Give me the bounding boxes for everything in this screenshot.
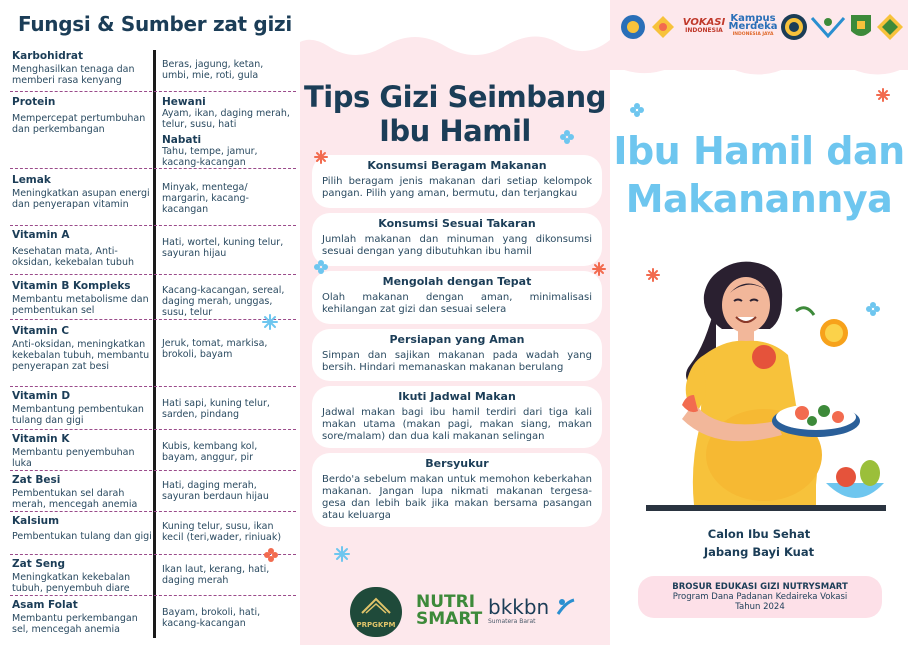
row-divider <box>10 168 296 169</box>
partner-logo <box>810 12 846 42</box>
tip-body: Simpan dan sajikan makanan pada wadah yang bersih. Hindari memanaskan makanan berulang <box>322 350 592 373</box>
bkkbn-logo-sub: Sumatera Barat <box>488 618 536 625</box>
nutrient-source: Hati sapi, kuning telur, sarden, pindang <box>162 398 270 420</box>
row-divider <box>10 429 296 430</box>
nutrient-name: Protein <box>12 96 56 108</box>
nutrient-panel-title: Fungsi & Sumber zat gizi <box>18 12 292 36</box>
university-logo <box>780 12 808 42</box>
sparkle-icon <box>262 314 278 330</box>
nutrient-row <box>0 388 296 430</box>
nutrient-row <box>0 276 296 320</box>
wave-decoration <box>610 54 908 94</box>
tips-panel <box>300 0 610 645</box>
nutrient-row <box>0 472 296 512</box>
nutrismart-logo-line2: SMART <box>416 609 483 629</box>
bkkbn-mark-icon <box>556 596 576 616</box>
tip-heading: Konsumsi Sesuai Takaran <box>378 217 536 230</box>
nutrient-source: Ayam, ikan, daging merah, telur, susu, hati <box>162 108 290 130</box>
nutrient-name: Asam Folat <box>12 599 78 611</box>
nutrient-function: Membantu perkembangan sel, mencegah anemia <box>12 613 138 635</box>
nutrient-panel <box>0 0 300 645</box>
nutrient-function: Membantu penyembuhan luka <box>12 447 135 469</box>
tip-card <box>312 213 602 266</box>
kemendikbud-logo <box>620 12 646 42</box>
tip-body: Jadwal makan bagi ibu hamil terdiri dari tiga kali makan utama (makan pagi, makan siang, makan sore/malam) dan dua kali makanan selingan <box>322 407 592 442</box>
tagline-line1: Calon Ibu Sehat <box>707 527 811 541</box>
nutrient-source: Hati, wortel, kuning telur, sayuran hijau <box>162 237 284 259</box>
nutrient-row <box>0 227 296 275</box>
prpgkpm-logo-text: PRPGKPM <box>356 621 396 629</box>
nutrient-name: Vitamin A <box>12 229 70 241</box>
vokasi-logo-text: VOKASI <box>682 17 726 28</box>
tip-card <box>312 386 602 448</box>
source-subheading: Nabati <box>162 134 202 146</box>
flower-icon <box>630 103 644 117</box>
tagline-line2: Jabang Bayi Kuat <box>703 545 815 559</box>
flower-icon <box>560 130 574 144</box>
row-divider <box>10 225 296 226</box>
row-divider <box>10 554 296 555</box>
nutrient-source: Kuning telur, susu, ikan kecil (teri,wader, riniuak) <box>162 521 282 543</box>
vokasi-logo <box>680 12 728 42</box>
nutrient-function: Meningkatkan kekebalan tubuh, penyembuh diare <box>12 572 131 594</box>
kampus-merdeka-logo <box>730 12 776 42</box>
footer-program: Program Dana Padanan Kedaireka Vokasi <box>672 592 848 602</box>
nutrient-row <box>0 321 296 387</box>
nutrient-source: Minyak, mentega/ margarin, kacang-kacangan <box>162 182 249 215</box>
nutrient-function: Meningkatkan asupan energi dan penyerapan vitamin <box>12 188 150 210</box>
nutrient-function: Pembentukan tulang dan gigi <box>12 531 152 542</box>
tips-title-line1: Tips Gizi Seimbang <box>304 80 606 114</box>
row-divider <box>10 470 296 471</box>
nutrient-source: Hati, daging merah, sayuran berdaun hijau <box>162 480 269 502</box>
regional-logo <box>876 12 904 42</box>
nutrient-function: Mempercepat pertumbuhan dan perkembangan <box>12 113 146 135</box>
cover-panel <box>610 0 908 645</box>
tip-card <box>312 329 602 381</box>
footer-title: BROSUR EDUKASI GIZI NUTRYSMART <box>672 582 848 592</box>
nutrient-source: Tahu, tempe, jamur, kacang-kacangan <box>162 146 258 168</box>
vokasi-logo-sub: INDONESIA <box>685 27 723 34</box>
nutrient-function: Kesehatan mata, Anti-oksidan, kekebalan tubuh <box>12 246 135 268</box>
row-divider <box>10 595 296 596</box>
row-divider <box>10 91 296 92</box>
nutrient-row <box>0 597 296 641</box>
tip-heading: Ikuti Jadwal Makan <box>398 390 516 403</box>
nutrient-source: Kacang-kacangan, sereal, daging merah, unggas, susu, telur <box>162 285 285 318</box>
regional-logo <box>848 12 874 42</box>
nutrient-source: Ikan laut, kerang, hati, daging merah <box>162 564 270 586</box>
flower-icon <box>264 548 278 562</box>
nutrient-name: Lemak <box>12 174 51 186</box>
row-divider <box>10 274 296 275</box>
merdeka-logo-sub: INDONESIA JAYA <box>732 32 774 37</box>
nutrismart-logo <box>416 594 486 634</box>
wave-decoration <box>300 0 610 60</box>
sparkle-icon <box>314 150 328 164</box>
tip-card <box>312 453 602 527</box>
nutrient-function: Menghasilkan tenaga dan memberi rasa kenyang <box>12 64 135 86</box>
sparkle-icon <box>334 546 350 562</box>
nutrient-name: Vitamin D <box>12 390 71 402</box>
nutrient-row <box>0 431 296 471</box>
tip-heading: Persiapan yang Aman <box>389 333 525 346</box>
sparkle-icon <box>592 262 606 276</box>
nutrient-function: Membantung pembentukan tulang dan gigi <box>12 404 144 426</box>
tip-heading: Konsumsi Beragam Makanan <box>367 159 547 172</box>
tip-body: Pilih beragam jenis makanan dari setiap kelompok pangan. Pilih yang aman, bermutu, dan terjangkau <box>322 176 592 199</box>
prpgkpm-logo <box>346 587 406 637</box>
nutrient-row <box>0 50 296 92</box>
nutrient-name: Kalsium <box>12 515 60 527</box>
row-divider <box>10 511 296 512</box>
partner-logo <box>650 12 676 42</box>
tip-card <box>312 271 602 324</box>
footer-box <box>638 576 882 618</box>
nutrient-name: Zat Seng <box>12 558 66 570</box>
nutrient-row <box>0 170 296 226</box>
nutrient-source: Jeruk, tomat, markisa, brokoli, bayam <box>162 338 268 360</box>
nutrient-function: Membantu metabolisme dan pembentukan sel <box>12 294 149 316</box>
nutrient-name: Karbohidrat <box>12 50 84 62</box>
row-divider <box>10 386 296 387</box>
nutrient-source: Bayam, brokoli, hati, kacang-kacangan <box>162 607 261 629</box>
kampus-logo-text: Kampus <box>730 13 776 24</box>
nutrient-function: Pembentukan sel darah merah, mencegah anemia <box>12 488 138 510</box>
merdeka-logo-text: Merdeka <box>728 21 778 32</box>
nutrient-name: Vitamin B Kompleks <box>12 280 131 292</box>
nutrient-source: Beras, jagung, ketan, umbi, mie, roti, gula <box>162 59 264 81</box>
nutrismart-logo-line1: NUTRI <box>416 592 476 612</box>
cover-title-line2: Makanannya <box>625 177 893 221</box>
tip-body: Jumlah makanan dan minuman yang dikonsumsi sesuai dengan yang dibutuhkan ibu hamil <box>322 234 592 257</box>
nutrient-row <box>0 556 296 596</box>
cover-title-line1: Ibu Hamil dan <box>613 129 905 173</box>
row-divider <box>10 319 296 320</box>
pregnant-woman-illustration <box>646 255 886 517</box>
tip-card <box>312 155 602 208</box>
nutrient-function: Anti-oksidan, meningkatkan kekebalan tubuh, membantu penyerapan zat besi <box>12 339 150 372</box>
nutrient-row <box>0 94 296 169</box>
tips-title-line2: Ibu Hamil <box>379 114 531 148</box>
tip-body: Olah makanan dengan aman, minimalisasi kehilangan zat gizi dan sesuai selera <box>322 292 592 315</box>
bkkbn-logo-text: bkkbn <box>488 595 550 619</box>
flower-icon <box>314 260 328 274</box>
sparkle-icon <box>876 88 890 102</box>
nutrient-row <box>0 513 296 555</box>
footer-year: Tahun 2024 <box>735 602 785 612</box>
nutrient-name: Vitamin C <box>12 325 70 337</box>
tip-heading: Bersyukur <box>425 457 489 470</box>
tip-body: Berdo'a sebelum makan untuk memohon keberkahan makanan. Jangan lupa nikmati makanan tergesa-gesa dan lebih baik jika makan bersama pasangan atau keluarga <box>322 474 592 521</box>
bkkbn-logo <box>488 596 588 636</box>
nutrient-name: Vitamin K <box>12 433 70 445</box>
source-subheading: Hewani <box>162 96 206 108</box>
tip-heading: Mengolah dengan Tepat <box>382 275 532 288</box>
nutrient-name: Zat Besi <box>12 474 61 486</box>
nutrient-source: Kubis, kembang kol, bayam, anggur, pir <box>162 441 258 463</box>
